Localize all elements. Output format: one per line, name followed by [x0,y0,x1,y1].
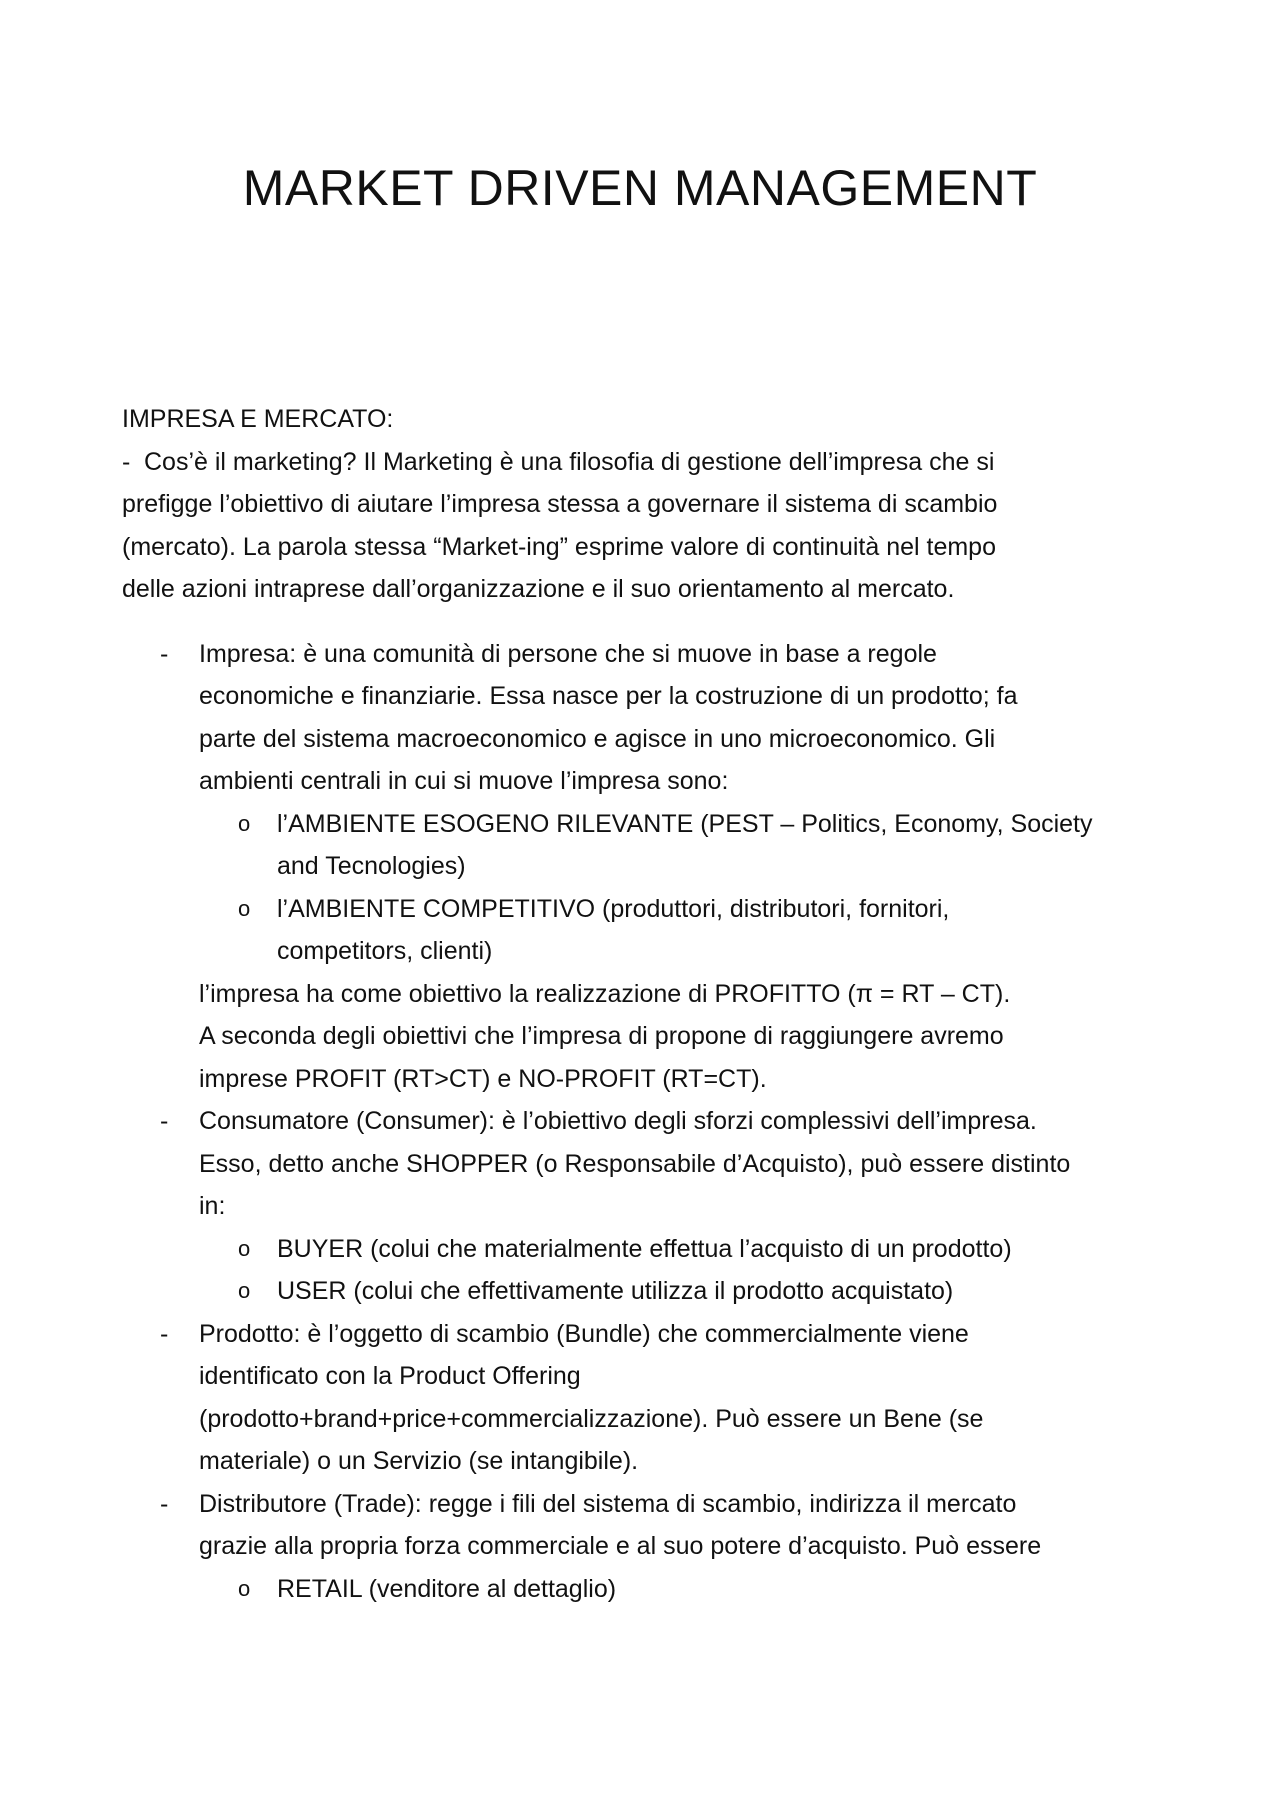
page-title: MARKET DRIVEN MANAGEMENT [242,160,1038,216]
list-item-line: Impresa: è una comunità di persone che si muove in base a regole [199,639,937,668]
list-item-line: Esso, detto anche SHOPPER (o Responsabile d’Acquisto), può essere distinto [199,1149,1071,1178]
circle-bullet: o [238,1235,251,1261]
dash-bullet: - [160,639,169,668]
sub-item-line: and Tecnologies) [277,852,466,880]
list-item-line: economiche e finanziarie. Essa nasce per la costruzione di un prodotto; fa [199,682,1018,710]
circle-bullet: o [238,895,251,921]
sub-item-line: competitors, clienti) [277,937,493,965]
intro-line-text: Cos’è il marketing? Il Marketing è una filosofia di gestione dell’impresa che si [144,447,995,476]
list-item-line: Prodotto: è l’oggetto di scambio (Bundle) che commercialmente viene [199,1319,969,1348]
sub-item [122,1228,1162,1271]
circle-bullet: o [238,1278,251,1303]
dash-bullet: - [160,1107,169,1135]
list-item-line: imprese PROFIT (RT>CT) e NO-PROFIT (RT=CT). [199,1064,767,1093]
sub-item [122,888,1162,973]
list-item-line: (prodotto+brand+price+commercializzazione). Può essere un Bene (se [199,1404,984,1433]
intro-line: (mercato). La parola stessa “Market-ing” esprime valore di continuità nel tempo [122,532,996,561]
list-item-impresa [122,633,1162,1101]
sub-item-line: l’AMBIENTE COMPETITIVO (produttori, distributori, fornitori, [277,894,950,923]
intro-line: prefigge l’obiettivo di aiutare l’impresa stessa a governare il sistema di scambio [122,490,998,518]
list-item-distributore [122,1483,1162,1611]
sub-item-line: USER (colui che effettivamente utilizza il prodotto acquistato) [277,1277,954,1305]
list-item-line: A seconda degli obiettivi che l’impresa di propone di raggiungere avremo [199,1022,1004,1050]
list-item-line: parte del sistema macroeconomico e agisce in uno microeconomico. Gli [199,724,996,753]
list-item-line: identificato con la Product Offering [199,1362,581,1390]
list-item-line: l’impresa ha come obiettivo la realizzazione di PROFITTO (π = RT – CT). [199,979,1011,1008]
circle-bullet: o [238,810,251,836]
dash-bullet: - [160,1319,169,1348]
sub-item [122,1568,1162,1611]
dash-bullet: - [160,1489,169,1518]
circle-bullet: o [238,1575,251,1601]
document-body [122,398,1162,1610]
intro-line [122,441,1162,484]
list-item-line: Distributore (Trade): regge i fili del sistema di scambio, indirizza il mercato [199,1489,1017,1518]
list-item-line: ambienti centrali in cui si muove l’impresa sono: [199,767,729,795]
list-item-consumatore [122,1100,1162,1313]
intro-paragraph [122,441,1162,611]
list-item-prodotto [122,1313,1162,1483]
section-heading: IMPRESA E MERCATO: [122,405,394,433]
list-item-line: in: [199,1192,226,1220]
sub-item-line: BUYER (colui che materialmente effettua l’acquisto di un prodotto) [277,1234,1012,1263]
list-item-line: grazie alla propria forza commerciale e al suo potere d’acquisto. Può essere [199,1532,1042,1560]
sub-item [122,803,1162,888]
list-item-line: Consumatore (Consumer): è l’obiettivo degli sforzi complessivi dell’impresa. [199,1107,1037,1135]
sub-item-line: l’AMBIENTE ESOGENO RILEVANTE (PEST – Politics, Economy, Society [277,809,1093,838]
sub-item [122,1270,1162,1313]
sub-item-line: RETAIL (venditore al dettaglio) [277,1574,617,1603]
bullet-list [122,633,1162,1611]
intro-line: delle azioni intraprese dall’organizzazione e il suo orientamento al mercato. [122,575,955,603]
list-item-line: materiale) o un Servizio (se intangibile). [199,1447,639,1475]
intro-bullet: - [122,447,131,476]
